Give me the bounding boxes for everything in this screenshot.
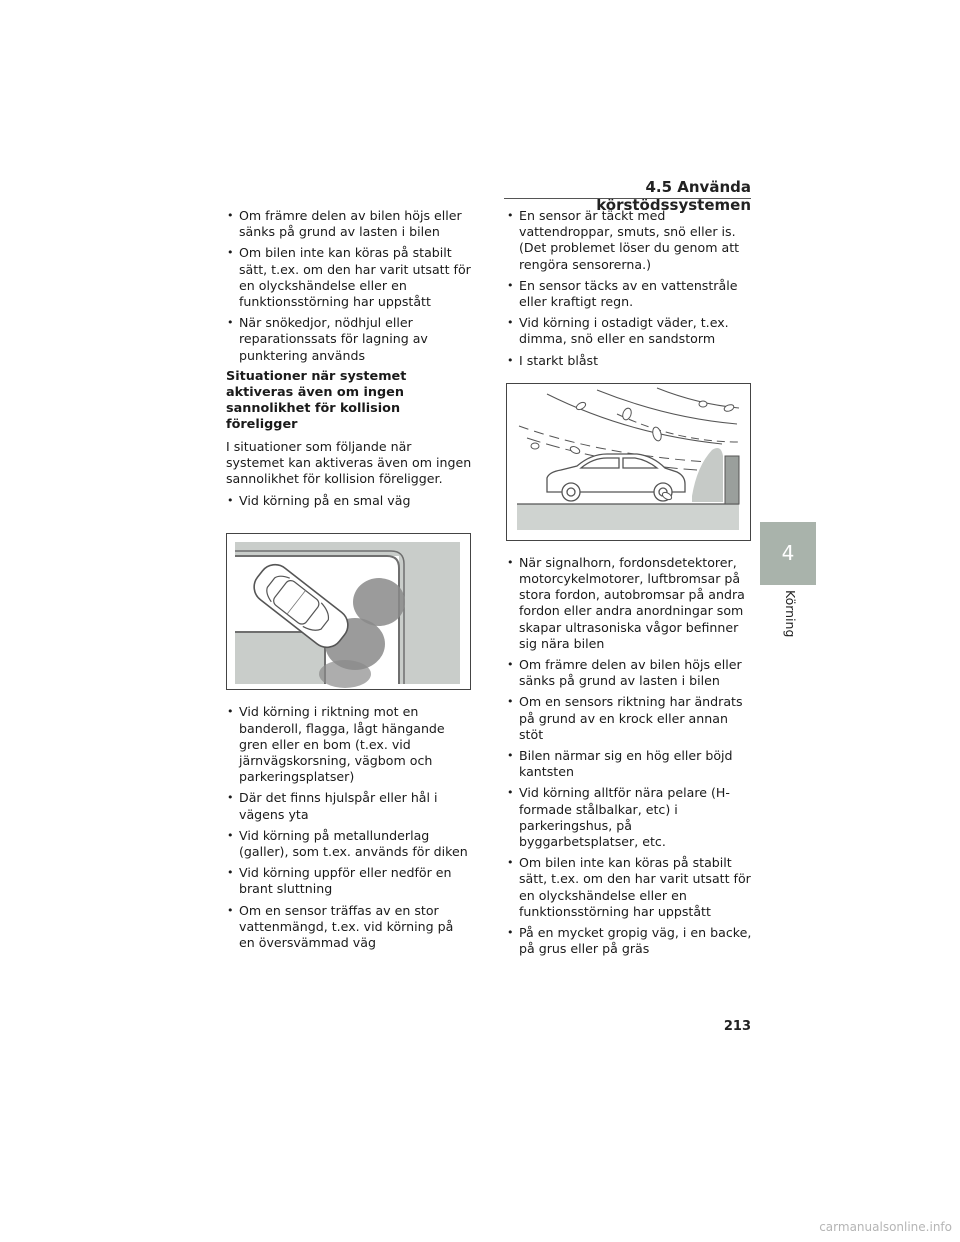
left-bullets-mid: [226, 493, 472, 509]
right-bullets-bottom: [506, 555, 754, 958]
list-item: • Om bilen inte kan köras på stabilt sätt, t.ex. om den har varit utsatt för en olyckshändelse eller en funktionsstörning har uppstått: [226, 245, 472, 310]
list-item: • Om bilen inte kan köras på stabilt sätt, t.ex. om den har varit utsatt för en olyckshändelse eller en funktionsstörning har uppstått: [506, 855, 754, 920]
chapter-tab: 4: [760, 522, 816, 585]
right-bullets-top: [506, 208, 754, 369]
page-number: 213: [723, 1019, 751, 1034]
list-item: • När signalhorn, fordonsdetektorer, motorcykelmotorer, luftbromsar på stora fordon, autobromsar på andra fordon eller andra anordningar som skapar ultrasoniska vågor befinner sig nära bilen: [506, 555, 754, 652]
list-item: • En sensor täcks av en vattenstråle eller kraftigt regn.: [506, 278, 754, 310]
list-item: • Vid körning i ostadigt väder, t.ex. dimma, snö eller en sandstorm: [506, 315, 754, 347]
chapter-tab-label: Körning: [783, 590, 798, 638]
list-item: • I starkt blåst: [506, 353, 754, 369]
list-item: • Vid körning uppför eller nedför en brant sluttning: [226, 865, 472, 897]
header-rule: [504, 198, 751, 199]
list-item: • En sensor är täckt med vattendroppar, smuts, snö eller is. (Det problemet löser du genom att rengöra sensorerna.): [506, 208, 754, 273]
list-item: • Där det finns hjulspår eller hål i vägens yta: [226, 790, 472, 822]
strong-wind-drawing: [507, 384, 750, 540]
narrow-road-illustration: [226, 533, 471, 690]
watermark: carmanualsonline.info: [819, 1220, 952, 1234]
right-column: [506, 208, 754, 963]
list-item: • Bilen närmar sig en hög eller böjd kantsten: [506, 748, 754, 780]
list-item: • Om främre delen av bilen höjs eller sänks på grund av lasten i bilen: [226, 208, 472, 240]
list-item: • Vid körning alltför nära pelare (H-formade stålbalkar, etc) i parkeringshus, på byggarbetsplatser, etc.: [506, 785, 754, 850]
narrow-road-drawing: [227, 534, 470, 689]
list-item: • Vid körning på en smal väg: [226, 493, 472, 509]
left-bullets-top: [226, 208, 472, 364]
left-bullets-bottom: [226, 704, 472, 951]
list-item: • När snökedjor, nödhjul eller reparationssats för lagning av punktering används: [226, 315, 472, 364]
section-header: 4.5 Använda körstödssystemen: [596, 178, 751, 214]
list-item: • Vid körning på metallunderlag (galler), som t.ex. används för diken: [226, 828, 472, 860]
list-item: • Om främre delen av bilen höjs eller sänks på grund av lasten i bilen: [506, 657, 754, 689]
intro-paragraph: I situationer som följande när systemet kan aktiveras även om ingen sannolikhet för kollision föreligger.: [226, 438, 472, 487]
list-item: • Om en sensors riktning har ändrats på grund av en krock eller annan stöt: [506, 694, 754, 743]
list-item: • På en mycket gropig väg, i en backe, på grus eller på gräs: [506, 925, 754, 957]
list-item: • Vid körning i riktning mot en banderoll, flagga, lågt hängande gren eller en bom (t.ex. vid järnvägskorsning, vägbom och parkeringsplatser): [226, 704, 472, 785]
subsection-heading: Situationer när systemet aktiveras även om ingen sannolikhet för kollision föreligger: [226, 368, 407, 433]
list-item: • Om en sensor träffas av en stor vattenmängd, t.ex. vid körning på en översvämmad väg: [226, 903, 472, 952]
strong-wind-illustration: [506, 383, 751, 541]
left-column: [226, 208, 472, 956]
